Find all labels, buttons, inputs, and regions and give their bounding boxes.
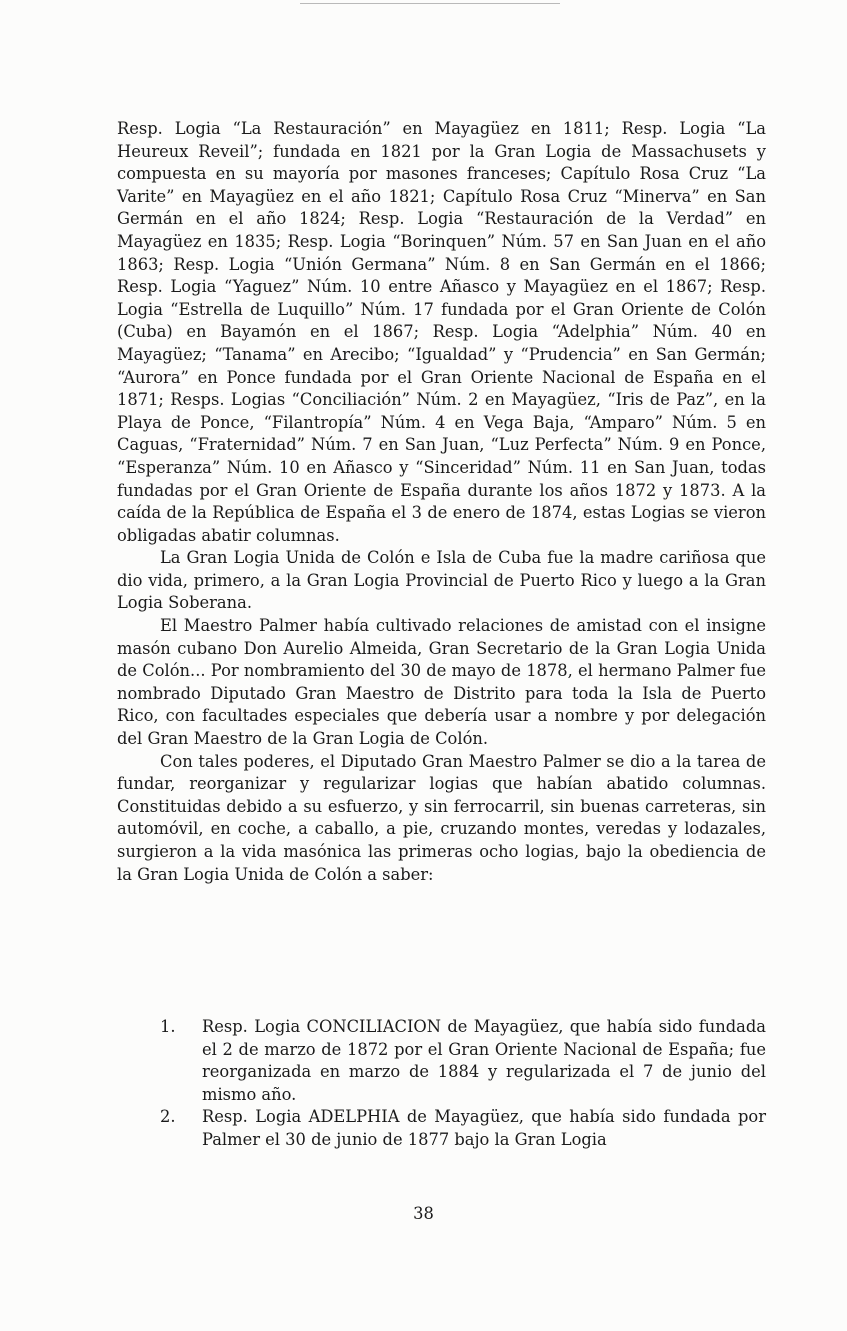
list-text: Resp. Logia ADELPHIA de Mayagüez, que había sido fundada por Palmer el 30 de junio de 1877 bajo la Gran Logia xyxy=(202,1107,766,1149)
list-text: Resp. Logia CONCILIACION de Mayagüez, que había sido fundada el 2 de marzo de 1872 por el Gran Oriente Nacional de España; fue reorganizada en marzo de 1884 y regularizada el 7 de junio del mismo año. xyxy=(202,1017,766,1104)
list-number: 1. xyxy=(160,1017,176,1036)
paragraph-gran-logia-unida: La Gran Logia Unida de Colón e Isla de Cuba fue la madre cariñosa que dio vida, primero, a la Gran Logia Provincial de Puerto Rico y luego a la Gran Logia Soberana. xyxy=(117,548,766,613)
list-item xyxy=(160,1106,766,1151)
page-number: 38 xyxy=(413,1204,434,1223)
list-number: 2. xyxy=(160,1107,176,1127)
list-item xyxy=(160,1016,766,1106)
paragraph-maestro-palmer: El Maestro Palmer había cultivado relaciones de amistad con el insigne masón cubano Don Aurelio Almeida, Gran Secretario de la Gran Logia Unida de Colón... Por nombramiento del 30 de mayo de 1878, el hermano Palmer fue nombrado Diputado Gran Maestro de Distrito para toda la Isla de Puerto Rico, con facultades especiales que debería usar a nombre y por delegación del Gran Maestro de la Gran Logia de Colón. xyxy=(117,616,766,749)
top-rule xyxy=(300,3,560,4)
body-text xyxy=(117,118,766,886)
paragraph-tales-poderes: Con tales poderes, el Diputado Gran Maestro Palmer se dio a la tarea de fundar, reorganizar y regularizar logias que habían abatido columnas. Constituidas debido a su esfuerzo, y sin ferrocarril, sin buenas carreteras, sin automóvil, en coche, a caballo, a pie, cruzando montes, veredas y lodazales, surgieron a la vida masónica las primeras ocho logias, bajo la obediencia de la Gran Logia Unida de Colón a saber: xyxy=(117,751,766,884)
numbered-list xyxy=(160,1016,766,1152)
paragraph-logias-list: Resp. Logia “La Restauración” en Mayagüez en 1811; Resp. Logia “La Heureux Reveil”; fundada en 1821 por la Gran Logia de Massachusets y compuesta en su mayoría por masones franceses; Capítulo Rosa Cruz “La Varite” en Mayagüez en el año 1821; Capítulo Rosa Cruz “Minerva” en San Germán en el año 1824; Resp. Logia “Restauración de la Verdad” en Mayagüez en 1835; Resp. Logia “Borinquen” Núm. 57 en San Juan en el año 1863; Resp. Logia “Unión Germana” Núm. 8 en San Germán en el 1866; Resp. Logia “Yaguez” Núm. 10 entre Añasco y Mayagüez en el 1867; Resp. Logia “Estrella de Luquillo” Núm. 17 fundada por el Gran Oriente de Colón (Cuba) en Bayamón en el 1867; Resp. Logia “Adelphia” Núm. 40 en Mayagüez; “Tanama” en Arecibo; “Igualdad” y “Prudencia” en San Germán; “Aurora” en Ponce fundada por el Gran Oriente Nacional de España en el 1871; Resps. Logias “Conciliación” Núm. 2 en Mayagüez, “Iris de Paz”, en la Playa de Ponce, “Filantropía” Núm. 4 en Vega Baja, “Amparo” Núm. 5 en Caguas, “Fraternidad” Núm. 7 en San Juan, “Luz Perfecta” Núm. 9 en Ponce, “Esperanza” Núm. 10 en Añasco y “Sinceridad” Núm. 11 en San Juan, todas fundadas por el Gran Oriente de España durante los años 1872 y 1873. A la caída de la República de España el 3 de enero de 1874, estas Logias se vieron obligadas abatir columnas. xyxy=(117,119,766,545)
